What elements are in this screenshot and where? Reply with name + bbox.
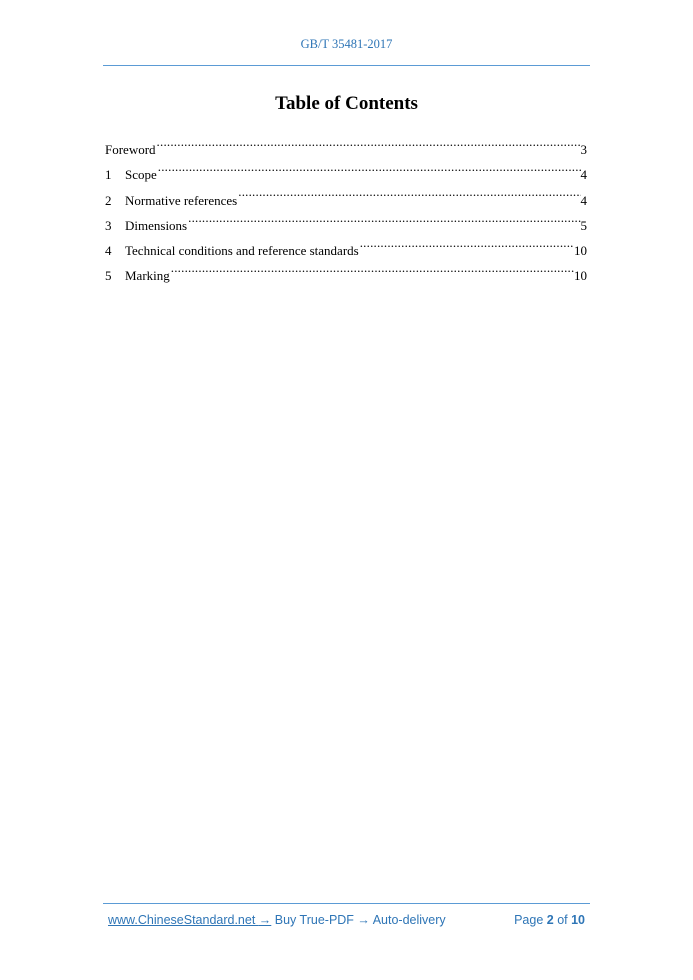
- total-page-count: 10: [571, 913, 585, 927]
- page-of-label: of: [553, 913, 572, 927]
- current-page-number: 2: [546, 913, 554, 927]
- toc-entry-marking[interactable]: [105, 255, 587, 284]
- toc-entry-page: 4: [580, 167, 587, 183]
- page-indicator: [514, 913, 585, 927]
- toc-entry-page: 4: [580, 192, 587, 208]
- toc-entry-number: 4: [105, 242, 112, 258]
- toc-entry-text: Foreword: [105, 142, 156, 158]
- toc-title: Table of Contents: [275, 93, 418, 114]
- footer-promo: [108, 913, 446, 927]
- document-header-code: GB/T 35481-2017: [300, 37, 393, 51]
- toc-entry-number: 3: [105, 217, 112, 233]
- toc-list: [105, 129, 587, 284]
- toc-dot-leader: [187, 205, 580, 230]
- page-label: Page: [514, 913, 547, 927]
- toc-entry-number: 2: [105, 192, 112, 208]
- toc-entry-text: Dimensions: [125, 217, 188, 233]
- toc-entry-page: 10: [574, 242, 587, 258]
- toc-entry-page: 5: [580, 217, 587, 233]
- toc-entry-number: 1: [105, 167, 112, 183]
- right-arrow-icon: →: [357, 913, 370, 927]
- toc-dot-leader: [156, 129, 581, 154]
- right-arrow-icon: →: [258, 913, 272, 927]
- auto-delivery-text: Auto-delivery: [369, 913, 446, 927]
- toc-dot-leader: [170, 255, 574, 280]
- toc-entry-text: Technical conditions and reference standards: [125, 242, 359, 258]
- toc-dot-leader: [359, 230, 574, 255]
- website-link-text: www.ChineseStandard.net: [108, 913, 259, 927]
- toc-entry-page: 10: [574, 268, 587, 284]
- page-footer: [108, 913, 585, 931]
- toc-entry-normative-references[interactable]: [105, 179, 587, 208]
- toc-entry-text: Scope: [125, 167, 157, 183]
- toc-entry-text: Marking: [125, 268, 170, 284]
- toc-entry-foreword[interactable]: [105, 129, 587, 158]
- buy-true-pdf-text: Buy True-PDF: [271, 913, 358, 927]
- toc-dot-leader: [237, 179, 580, 204]
- toc-entry-page: 3: [580, 142, 587, 158]
- toc-entry-number: 5: [105, 268, 112, 284]
- header-divider: [103, 65, 590, 66]
- toc-dot-leader: [157, 154, 581, 179]
- footer-divider: [103, 903, 590, 904]
- toc-entry-text: Normative references: [125, 192, 238, 208]
- website-link[interactable]: [108, 913, 271, 927]
- toc-entry-scope[interactable]: [105, 154, 587, 183]
